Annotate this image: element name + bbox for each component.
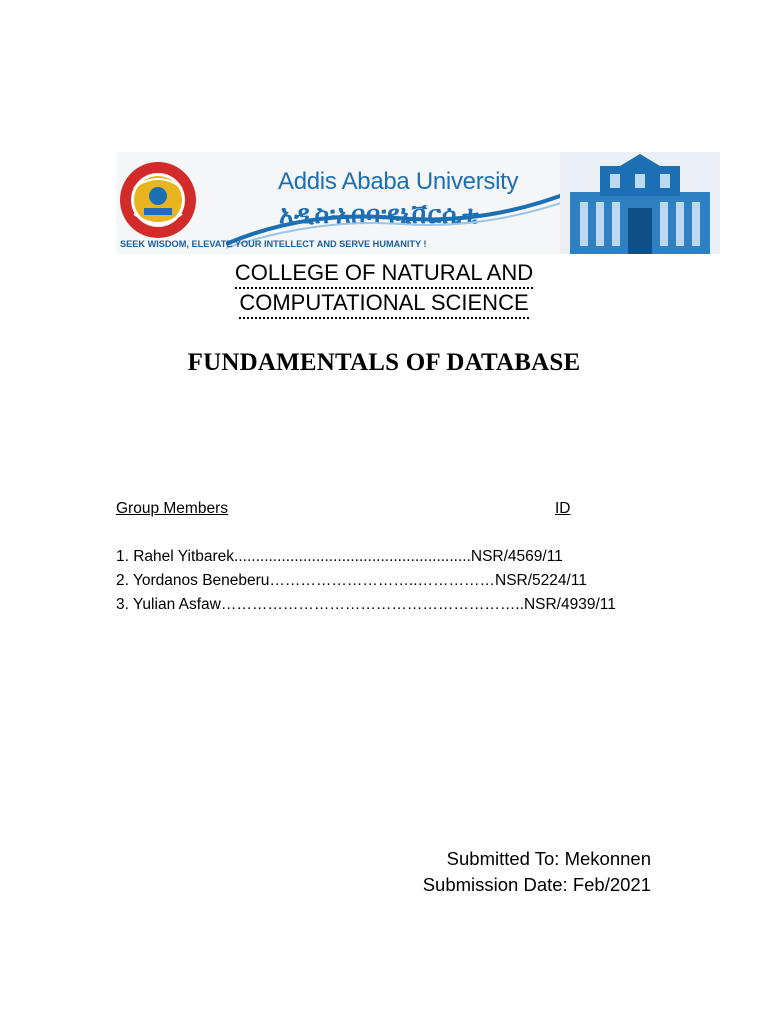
college-title-line-2: COMPUTATIONAL SCIENCE — [0, 290, 768, 316]
university-motto: SEEK WISDOM, ELEVATE YOUR INTELLECT AND SERVE HUMANITY ! — [120, 239, 427, 249]
university-seal-logo — [118, 160, 198, 240]
member-row: 2. Yordanos Beneberu………………………..……………NSR/5224/11 — [116, 572, 587, 589]
university-banner — [116, 152, 720, 254]
submission-date: Submission Date: Feb/2021 — [422, 874, 651, 895]
university-name-amharic: አዲስ፡አበባ፡ዩኒቨርሲቲ — [279, 200, 480, 229]
college-title-line-1: COLLEGE OF NATURAL AND — [0, 260, 768, 286]
university-building-image — [560, 152, 720, 254]
group-members-header: Group Members — [116, 500, 228, 517]
member-row: 1. Rahel Yitbarek.......................................................NSR/4569/11 — [116, 548, 563, 565]
id-column-header: ID — [555, 500, 571, 517]
course-title: FUNDAMENTALS OF DATABASE — [187, 349, 581, 376]
submitted-to: Submitted To: Mekonnen — [446, 848, 651, 869]
university-name-english: Addis Ababa University — [278, 168, 519, 195]
member-row: 3. Yulian Asfaw…………………………………………………..NSR/4939/11 — [116, 596, 616, 613]
